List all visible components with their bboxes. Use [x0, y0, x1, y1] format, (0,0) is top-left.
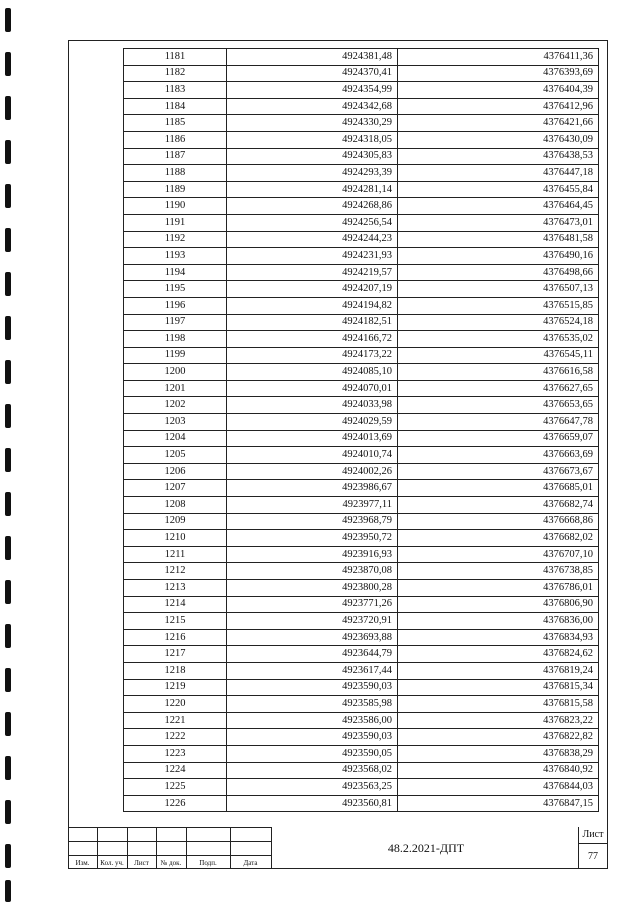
binder-mark	[5, 800, 11, 824]
y-coordinate-cell: 4376490,16	[398, 248, 599, 265]
binder-mark	[5, 492, 11, 516]
y-coordinate-cell: 4376838,29	[398, 745, 599, 762]
sheet-label: Лист	[582, 829, 604, 840]
y-coordinate-cell: 4376707,10	[398, 546, 599, 563]
point-number-cell: 1219	[124, 679, 227, 696]
table-row	[124, 696, 599, 713]
y-coordinate-cell: 4376806,90	[398, 596, 599, 613]
x-coordinate-cell: 4923693,88	[227, 629, 398, 646]
point-number-cell: 1215	[124, 613, 227, 630]
y-coordinate-cell: 4376668,86	[398, 513, 599, 530]
y-coordinate-cell: 4376430,09	[398, 131, 599, 148]
y-coordinate-cell: 4376823,22	[398, 712, 599, 729]
binder-mark	[5, 844, 11, 868]
point-number-cell: 1216	[124, 629, 227, 646]
y-coordinate-cell: 4376815,34	[398, 679, 599, 696]
y-coordinate-cell: 4376673,67	[398, 463, 599, 480]
binder-mark	[5, 140, 11, 164]
y-coordinate-cell: 4376627,65	[398, 380, 599, 397]
point-number-cell: 1222	[124, 729, 227, 746]
y-coordinate-cell: 4376481,58	[398, 231, 599, 248]
x-coordinate-cell: 4923590,05	[227, 745, 398, 762]
point-number-cell: 1193	[124, 248, 227, 265]
x-coordinate-cell: 4923720,91	[227, 613, 398, 630]
binder-mark	[5, 272, 11, 296]
x-coordinate-cell: 4923771,26	[227, 596, 398, 613]
point-number-cell: 1199	[124, 347, 227, 364]
title-block-line	[68, 841, 271, 842]
x-coordinate-cell: 4923585,98	[227, 696, 398, 713]
stamp-label-count: Кол. уч.	[100, 859, 124, 867]
table-row	[124, 530, 599, 547]
x-coordinate-cell: 4924370,41	[227, 65, 398, 82]
point-number-cell: 1190	[124, 198, 227, 215]
y-coordinate-cell: 4376464,45	[398, 198, 599, 215]
point-number-cell: 1187	[124, 148, 227, 165]
point-number-cell: 1202	[124, 397, 227, 414]
table-row	[124, 214, 599, 231]
point-number-cell: 1182	[124, 65, 227, 82]
y-coordinate-cell: 4376404,39	[398, 82, 599, 99]
binder-mark	[5, 536, 11, 560]
table-row	[124, 629, 599, 646]
x-coordinate-cell: 4924029,59	[227, 414, 398, 431]
point-number-cell: 1210	[124, 530, 227, 547]
point-number-cell: 1218	[124, 662, 227, 679]
y-coordinate-cell: 4376844,03	[398, 779, 599, 796]
binder-mark	[5, 52, 11, 76]
point-number-cell: 1195	[124, 281, 227, 298]
table-row	[124, 546, 599, 563]
x-coordinate-cell: 4924256,54	[227, 214, 398, 231]
table-row	[124, 430, 599, 447]
table-row	[124, 497, 599, 514]
table-row	[124, 463, 599, 480]
point-number-cell: 1197	[124, 314, 227, 331]
y-coordinate-cell: 4376815,58	[398, 696, 599, 713]
binder-mark	[5, 228, 11, 252]
x-coordinate-cell: 4924013,69	[227, 430, 398, 447]
x-coordinate-cell: 4924281,14	[227, 181, 398, 198]
table-row	[124, 795, 599, 812]
x-coordinate-cell: 4924010,74	[227, 447, 398, 464]
y-coordinate-cell: 4376447,18	[398, 165, 599, 182]
y-coordinate-cell: 4376455,84	[398, 181, 599, 198]
x-coordinate-cell: 4923568,02	[227, 762, 398, 779]
table-row	[124, 231, 599, 248]
point-number-cell: 1201	[124, 380, 227, 397]
table-row	[124, 596, 599, 613]
table-row	[124, 98, 599, 115]
table-row	[124, 414, 599, 431]
table-row	[124, 712, 599, 729]
x-coordinate-cell: 4923986,67	[227, 480, 398, 497]
table-row	[124, 364, 599, 381]
x-coordinate-cell: 4924354,99	[227, 82, 398, 99]
table-row	[124, 662, 599, 679]
table-row	[124, 762, 599, 779]
y-coordinate-cell: 4376663,69	[398, 447, 599, 464]
binder-mark	[5, 756, 11, 780]
y-coordinate-cell: 4376824,62	[398, 646, 599, 663]
table-row	[124, 131, 599, 148]
table-row	[124, 198, 599, 215]
table-row	[124, 314, 599, 331]
x-coordinate-cell: 4923977,11	[227, 497, 398, 514]
binder-mark	[5, 668, 11, 692]
binder-mark	[5, 624, 11, 648]
point-number-cell: 1184	[124, 98, 227, 115]
y-coordinate-cell: 4376847,15	[398, 795, 599, 812]
x-coordinate-cell: 4924342,68	[227, 98, 398, 115]
x-coordinate-cell: 4923590,03	[227, 729, 398, 746]
point-number-cell: 1191	[124, 214, 227, 231]
y-coordinate-cell: 4376411,36	[398, 49, 599, 66]
x-coordinate-cell: 4924070,01	[227, 380, 398, 397]
point-number-cell: 1208	[124, 497, 227, 514]
point-number-cell: 1189	[124, 181, 227, 198]
x-coordinate-cell: 4923563,25	[227, 779, 398, 796]
point-number-cell: 1192	[124, 231, 227, 248]
table-row	[124, 613, 599, 630]
binder-mark	[5, 360, 11, 384]
y-coordinate-cell: 4376834,93	[398, 629, 599, 646]
y-coordinate-cell: 4376682,74	[398, 497, 599, 514]
table-row	[124, 347, 599, 364]
x-coordinate-cell: 4923968,79	[227, 513, 398, 530]
title-block-line	[68, 827, 271, 828]
y-coordinate-cell: 4376786,01	[398, 580, 599, 597]
x-coordinate-cell: 4924219,57	[227, 264, 398, 281]
table-row	[124, 297, 599, 314]
x-coordinate-cell: 4924381,48	[227, 49, 398, 66]
coordinates-table	[123, 48, 599, 812]
y-coordinate-cell: 4376836,00	[398, 613, 599, 630]
point-number-cell: 1217	[124, 646, 227, 663]
y-coordinate-cell: 4376840,92	[398, 762, 599, 779]
point-number-cell: 1206	[124, 463, 227, 480]
y-coordinate-cell: 4376393,69	[398, 65, 599, 82]
stamp-label-signature: Подп.	[199, 859, 217, 867]
stamp-label-date: Дата	[243, 859, 258, 867]
table-row	[124, 281, 599, 298]
table-row	[124, 729, 599, 746]
x-coordinate-cell: 4924207,19	[227, 281, 398, 298]
x-coordinate-cell: 4924305,83	[227, 148, 398, 165]
x-coordinate-cell: 4924231,93	[227, 248, 398, 265]
y-coordinate-cell: 4376653,65	[398, 397, 599, 414]
binder-mark	[5, 880, 11, 902]
binder-mark	[5, 580, 11, 604]
x-coordinate-cell: 4924166,72	[227, 331, 398, 348]
y-coordinate-cell: 4376473,01	[398, 214, 599, 231]
table-row	[124, 49, 599, 66]
x-coordinate-cell: 4924002,26	[227, 463, 398, 480]
table-row	[124, 679, 599, 696]
y-coordinate-cell: 4376647,78	[398, 414, 599, 431]
binder-mark	[5, 712, 11, 736]
y-coordinate-cell: 4376659,07	[398, 430, 599, 447]
y-coordinate-cell: 4376616,58	[398, 364, 599, 381]
table-row	[124, 580, 599, 597]
table-row	[124, 264, 599, 281]
point-number-cell: 1224	[124, 762, 227, 779]
table-row	[124, 745, 599, 762]
table-row	[124, 331, 599, 348]
point-number-cell: 1194	[124, 264, 227, 281]
sheet-number: 77	[588, 851, 598, 862]
x-coordinate-cell: 4924330,29	[227, 115, 398, 132]
y-coordinate-cell: 4376822,82	[398, 729, 599, 746]
point-number-cell: 1205	[124, 447, 227, 464]
point-number-cell: 1220	[124, 696, 227, 713]
title-block-line	[578, 843, 608, 844]
binder-mark	[5, 8, 11, 32]
x-coordinate-cell: 4924194,82	[227, 297, 398, 314]
point-number-cell: 1198	[124, 331, 227, 348]
point-number-cell: 1196	[124, 297, 227, 314]
x-coordinate-cell: 4923586,00	[227, 712, 398, 729]
binder-mark	[5, 96, 11, 120]
y-coordinate-cell: 4376412,96	[398, 98, 599, 115]
document-code: 48.2.2021-ДПТ	[387, 841, 465, 855]
table-row	[124, 115, 599, 132]
x-coordinate-cell: 4924085,10	[227, 364, 398, 381]
binder-mark	[5, 448, 11, 472]
stamp-label-doc-no: № док.	[160, 859, 182, 867]
y-coordinate-cell: 4376507,13	[398, 281, 599, 298]
x-coordinate-cell: 4924318,05	[227, 131, 398, 148]
title-block-line	[68, 855, 271, 856]
table-row	[124, 380, 599, 397]
y-coordinate-cell: 4376685,01	[398, 480, 599, 497]
x-coordinate-cell: 4923560,81	[227, 795, 398, 812]
stamp-label-change: Изм.	[75, 859, 90, 867]
x-coordinate-cell: 4923590,03	[227, 679, 398, 696]
point-number-cell: 1225	[124, 779, 227, 796]
point-number-cell: 1200	[124, 364, 227, 381]
table-row	[124, 165, 599, 182]
x-coordinate-cell: 4924268,86	[227, 198, 398, 215]
y-coordinate-cell: 4376682,02	[398, 530, 599, 547]
point-number-cell: 1181	[124, 49, 227, 66]
point-number-cell: 1203	[124, 414, 227, 431]
point-number-cell: 1211	[124, 546, 227, 563]
table-row	[124, 646, 599, 663]
stamp-label-sheet: Лист	[134, 859, 149, 867]
coordinates-table-body	[124, 49, 599, 812]
point-number-cell: 1204	[124, 430, 227, 447]
x-coordinate-cell: 4923644,79	[227, 646, 398, 663]
point-number-cell: 1207	[124, 480, 227, 497]
x-coordinate-cell: 4924182,51	[227, 314, 398, 331]
table-row	[124, 181, 599, 198]
binder-mark	[5, 184, 11, 208]
title-block	[68, 827, 608, 869]
point-number-cell: 1213	[124, 580, 227, 597]
table-row	[124, 447, 599, 464]
x-coordinate-cell: 4923950,72	[227, 530, 398, 547]
y-coordinate-cell: 4376498,66	[398, 264, 599, 281]
point-number-cell: 1188	[124, 165, 227, 182]
y-coordinate-cell: 4376524,18	[398, 314, 599, 331]
table-row	[124, 82, 599, 99]
table-row	[124, 480, 599, 497]
y-coordinate-cell: 4376535,02	[398, 331, 599, 348]
point-number-cell: 1226	[124, 795, 227, 812]
point-number-cell: 1223	[124, 745, 227, 762]
x-coordinate-cell: 4923916,93	[227, 546, 398, 563]
table-row	[124, 563, 599, 580]
binder-mark	[5, 316, 11, 340]
point-number-cell: 1214	[124, 596, 227, 613]
table-row	[124, 248, 599, 265]
point-number-cell: 1185	[124, 115, 227, 132]
point-number-cell: 1209	[124, 513, 227, 530]
x-coordinate-cell: 4923617,44	[227, 662, 398, 679]
x-coordinate-cell: 4923800,28	[227, 580, 398, 597]
table-row	[124, 779, 599, 796]
y-coordinate-cell: 4376545,11	[398, 347, 599, 364]
table-row	[124, 513, 599, 530]
y-coordinate-cell: 4376438,53	[398, 148, 599, 165]
x-coordinate-cell: 4924033,98	[227, 397, 398, 414]
table-row	[124, 397, 599, 414]
table-row	[124, 65, 599, 82]
point-number-cell: 1212	[124, 563, 227, 580]
point-number-cell: 1221	[124, 712, 227, 729]
point-number-cell: 1183	[124, 82, 227, 99]
x-coordinate-cell: 4924173,22	[227, 347, 398, 364]
x-coordinate-cell: 4924244,23	[227, 231, 398, 248]
point-number-cell: 1186	[124, 131, 227, 148]
x-coordinate-cell: 4924293,39	[227, 165, 398, 182]
table-row	[124, 148, 599, 165]
y-coordinate-cell: 4376515,85	[398, 297, 599, 314]
x-coordinate-cell: 4923870,08	[227, 563, 398, 580]
y-coordinate-cell: 4376819,24	[398, 662, 599, 679]
binder-mark	[5, 404, 11, 428]
y-coordinate-cell: 4376738,85	[398, 563, 599, 580]
y-coordinate-cell: 4376421,66	[398, 115, 599, 132]
